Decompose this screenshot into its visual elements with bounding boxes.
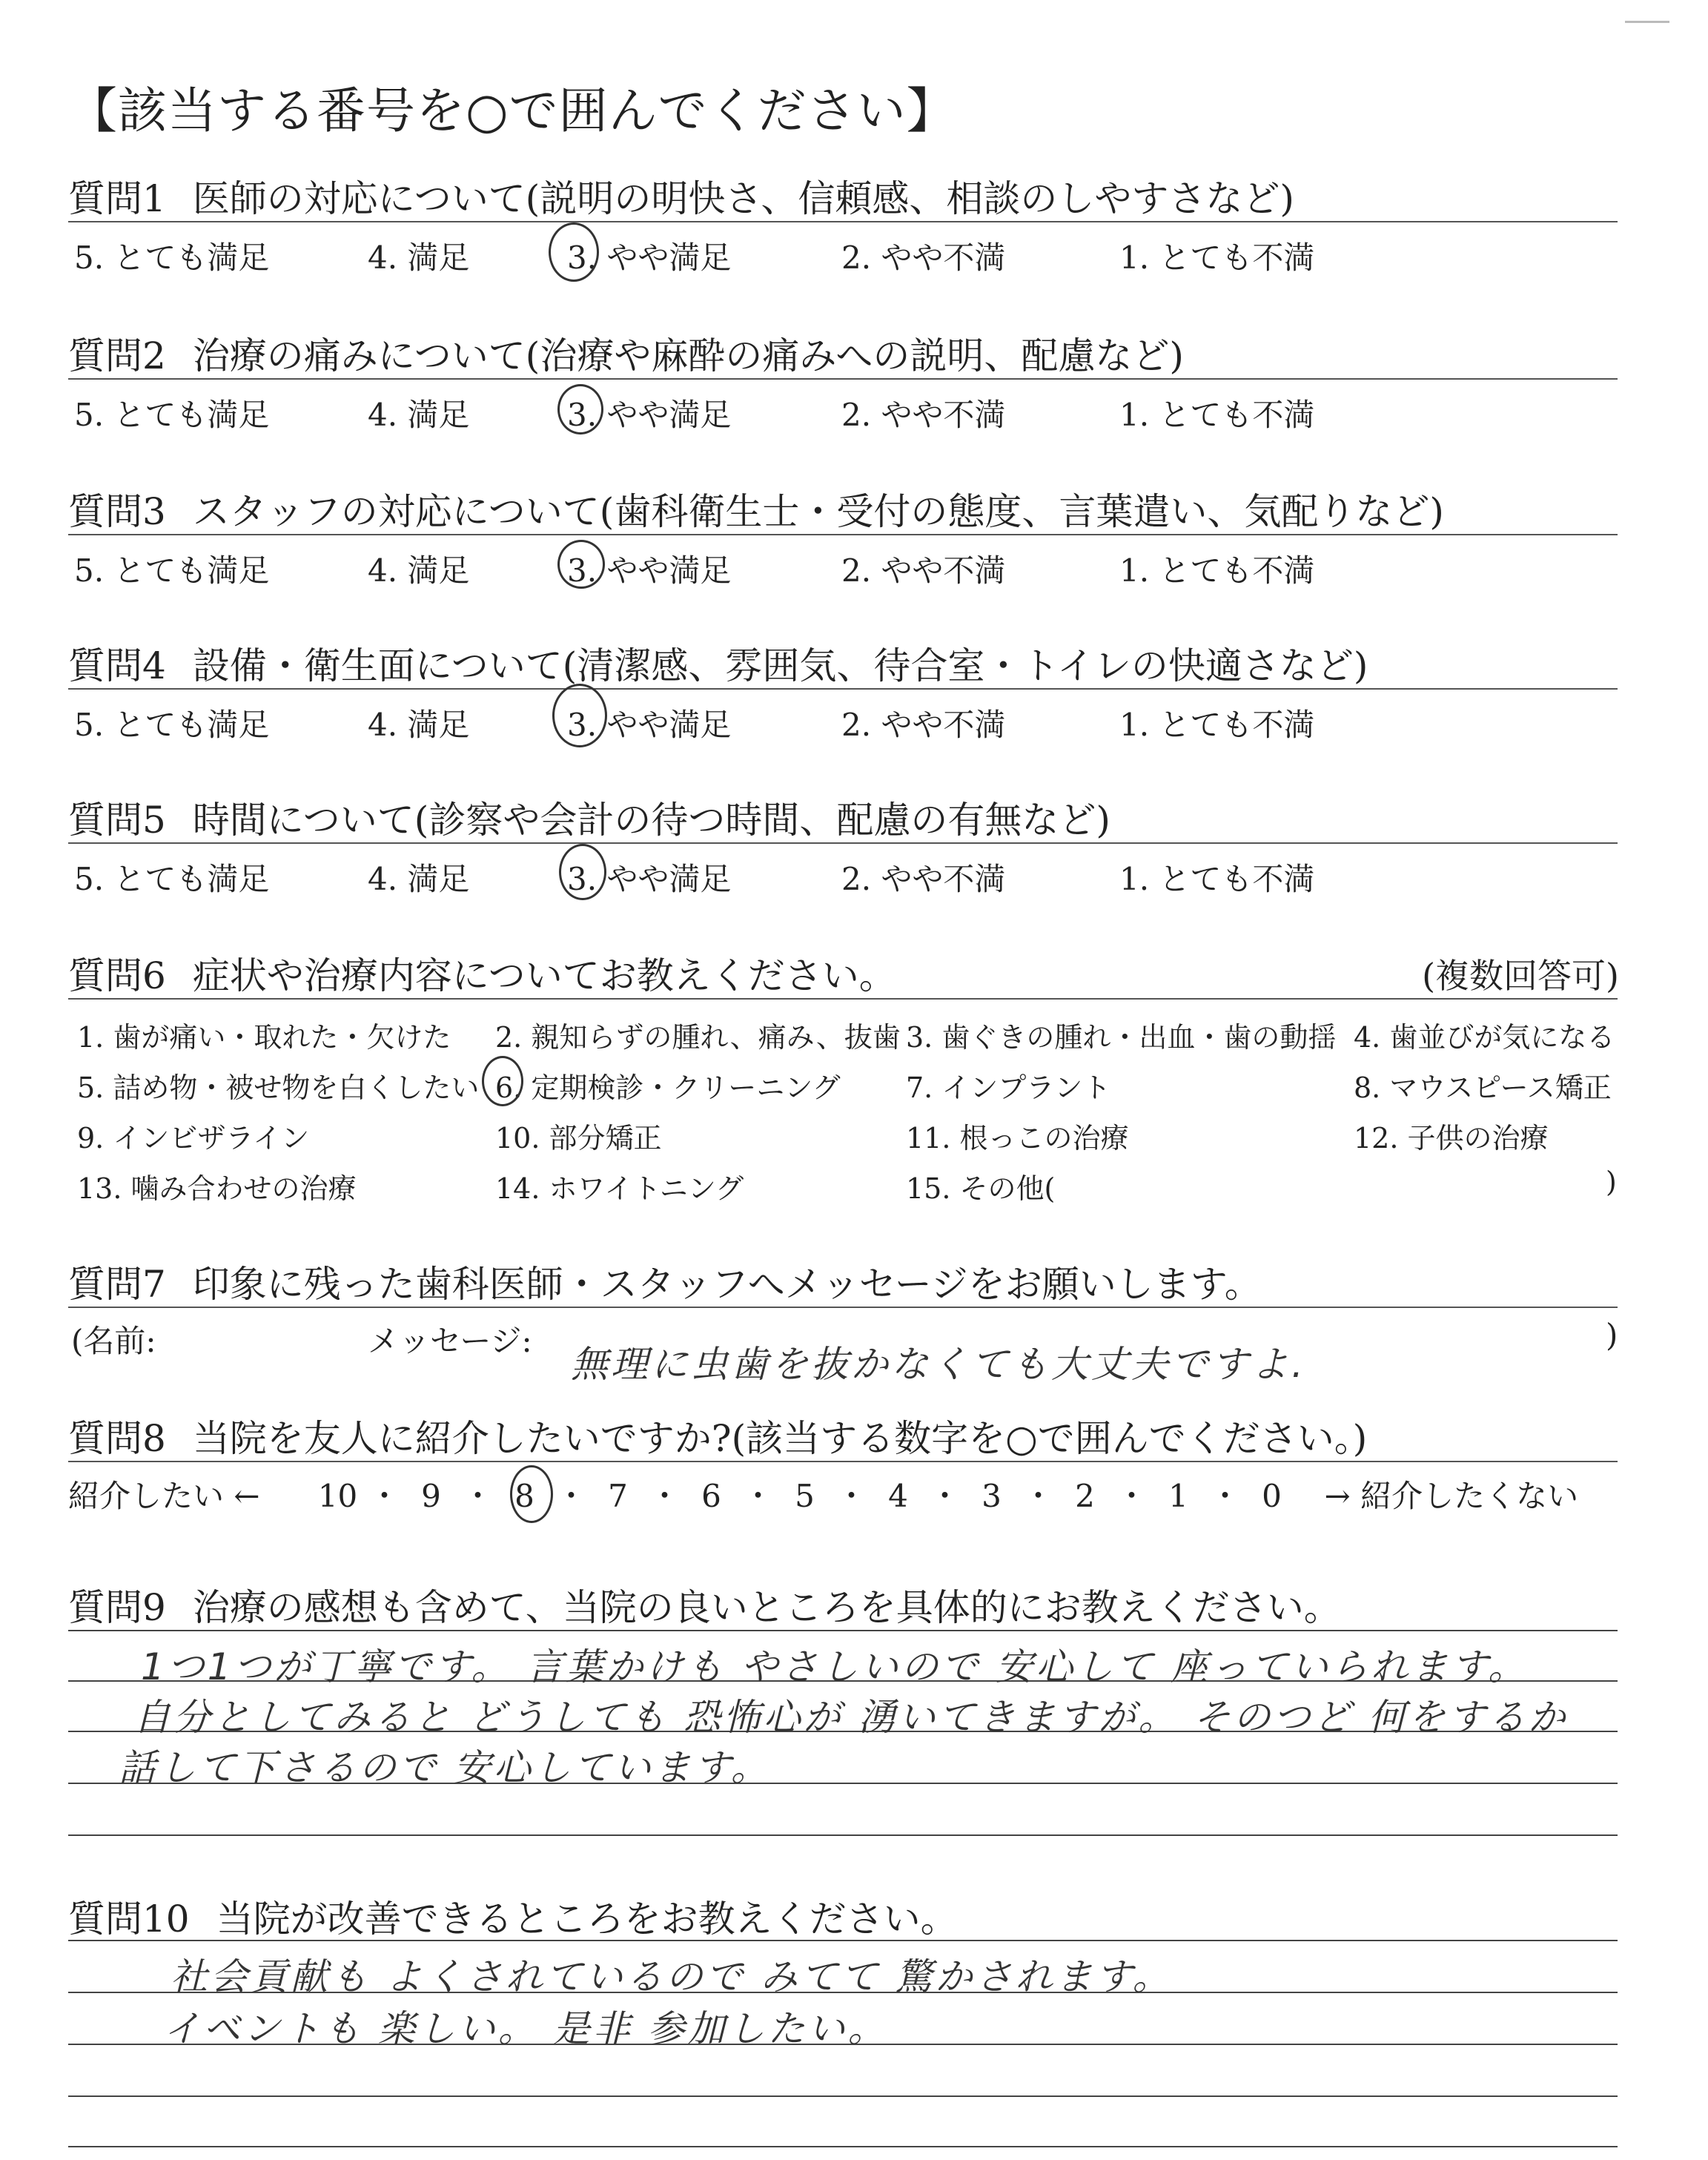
scale-7[interactable]: 7 bbox=[608, 1478, 628, 1514]
q10-answer-line-2[interactable]: イベントも 楽しい。 是非 参加したい。 bbox=[163, 2007, 888, 2050]
recommend-right-label: → 紹介したくない bbox=[1324, 1478, 1579, 1514]
q4-option-4[interactable]: 4. 満足 bbox=[368, 707, 470, 743]
q4-option-5[interactable]: 5. とても満足 bbox=[74, 707, 270, 743]
q6-item-7[interactable]: 7. インプラント bbox=[906, 1071, 1111, 1104]
q5-option-4[interactable]: 4. 満足 bbox=[368, 861, 470, 897]
q2-option-2[interactable]: 2. やや不満 bbox=[841, 397, 1006, 433]
q6-item-8[interactable]: 8. マウスピース矯正 bbox=[1354, 1071, 1612, 1104]
q1-selection-circle bbox=[549, 222, 599, 282]
q6-item-15-close: ) bbox=[1606, 1166, 1617, 1198]
q2-selection-circle bbox=[557, 384, 603, 435]
scale-5[interactable]: 5 bbox=[795, 1478, 815, 1514]
q3-option-5[interactable]: 5. とても満足 bbox=[74, 552, 270, 589]
q5-option-2[interactable]: 2. やや不満 bbox=[841, 861, 1006, 897]
q5-option-3[interactable]: 3. やや満足 bbox=[567, 861, 732, 897]
q1-option-3[interactable]: 3. やや満足 bbox=[567, 240, 732, 276]
scale-9[interactable]: 9 bbox=[421, 1478, 441, 1514]
q10-line-rule-5 bbox=[68, 2146, 1618, 2147]
question-6-title: 質問6 症状や治療内容についてお教えください。 bbox=[68, 954, 896, 997]
q6-item-15[interactable]: 15. その他( bbox=[906, 1172, 1056, 1205]
q4-option-1[interactable]: 1. とても不満 bbox=[1119, 707, 1315, 743]
q4-option-3[interactable]: 3. やや満足 bbox=[567, 707, 732, 743]
question-9-title: 質問9 治療の感想も含めて、当院の良いところを具体的にお教えください。 bbox=[68, 1586, 1341, 1629]
question-2-title: 質問2 治療の痛みについて(治療や麻酔の痛みへの説明、配慮など) bbox=[68, 334, 1184, 377]
q6-item-3[interactable]: 3. 歯ぐきの腫れ・出血・歯の動揺 bbox=[906, 1021, 1337, 1054]
question-8-title: 質問8 当院を友人に紹介したいですか?(該当する数字を○で囲んでください。) bbox=[68, 1417, 1368, 1460]
question-4-rule bbox=[68, 688, 1618, 690]
q9-line-rule-5 bbox=[68, 1834, 1618, 1836]
recommend-scale: 紹介したい ← 10 ・ 9 ・ 8 ・ 7 ・ 6 ・ 5 ・ 4 ・ 3 ・ 2 ・ 1 ・ 0 → 紹介したくない bbox=[68, 1472, 1578, 1516]
scale-10[interactable]: 10 bbox=[317, 1478, 358, 1514]
q2-option-5[interactable]: 5. とても満足 bbox=[74, 397, 270, 433]
scale-2[interactable]: 2 bbox=[1075, 1478, 1095, 1514]
recommend-left-label: 紹介したい ← bbox=[68, 1478, 260, 1514]
message-label: メッセージ: bbox=[368, 1323, 532, 1359]
instruction-header: 【該当する番号を○で囲んでください】 bbox=[68, 82, 956, 139]
q9-answer-line-2[interactable]: 自分としてみると どうしても 恐怖心が 湧いてきますが。 そのつど 何をするか bbox=[133, 1696, 1569, 1739]
q4-selection-circle bbox=[552, 684, 607, 747]
q6-item-10[interactable]: 10. 部分矯正 bbox=[495, 1122, 662, 1155]
question-7-rule bbox=[68, 1307, 1618, 1308]
q10-answer-line-1[interactable]: 社会貢献も よくされているので みてて 驚かされます。 bbox=[171, 1955, 1173, 1998]
q10-line-rule-1 bbox=[68, 1940, 1618, 1941]
scale-1[interactable]: 1 bbox=[1168, 1478, 1188, 1514]
multiple-answers-note: (複数回答可) bbox=[1422, 956, 1619, 996]
scale-0[interactable]: 0 bbox=[1262, 1478, 1282, 1514]
question-10-title: 質問10 当院が改善できるところをお教えください。 bbox=[68, 1898, 958, 1941]
q9-line-rule-1 bbox=[68, 1630, 1618, 1631]
q9-answer-line-1[interactable]: 1つ1つが丁寧です。 言葉かけも やさしいので 安心して 座っていられます。 bbox=[141, 1645, 1529, 1688]
q6-item-1[interactable]: 1. 歯が痛い・取れた・欠けた bbox=[77, 1021, 451, 1054]
message-close: ) bbox=[1606, 1317, 1618, 1353]
q10-line-rule-4 bbox=[68, 2095, 1618, 2097]
name-label: (名前: bbox=[71, 1323, 156, 1359]
scale-3[interactable]: 3 bbox=[982, 1478, 1002, 1514]
q6-item-9[interactable]: 9. インビザライン bbox=[77, 1122, 310, 1155]
q1-option-5[interactable]: 5. とても満足 bbox=[74, 240, 270, 276]
scale-4[interactable]: 4 bbox=[888, 1478, 908, 1514]
q6-item-13[interactable]: 13. 噛み合わせの治療 bbox=[77, 1172, 357, 1205]
question-7-title: 質問7 印象に残った歯科医師・スタッフへメッセージをお願いします。 bbox=[68, 1263, 1262, 1306]
scale-8[interactable]: 8 bbox=[514, 1478, 534, 1514]
q6-item-4[interactable]: 4. 歯並びが気になる bbox=[1354, 1021, 1615, 1054]
q3-option-3[interactable]: 3. やや満足 bbox=[567, 552, 732, 589]
q4-option-2[interactable]: 2. やや不満 bbox=[841, 707, 1006, 743]
q5-option-1[interactable]: 1. とても不満 bbox=[1119, 861, 1315, 897]
q8-selection-circle bbox=[510, 1465, 553, 1523]
question-1-rule bbox=[68, 221, 1618, 222]
q2-option-4[interactable]: 4. 満足 bbox=[368, 397, 470, 433]
question-5-rule bbox=[68, 842, 1618, 844]
question-1-title: 質問1 医師の対応について(説明の明快さ、信頼感、相談のしやすさなど) bbox=[68, 177, 1294, 220]
q6-item-5[interactable]: 5. 詰め物・被せ物を白くしたい bbox=[77, 1071, 480, 1104]
handwritten-message[interactable]: 無理に虫歯を抜かなくても大丈夫ですよ. bbox=[571, 1343, 1306, 1386]
q6-item-11[interactable]: 11. 根っこの治療 bbox=[906, 1122, 1129, 1155]
question-8-rule bbox=[68, 1461, 1618, 1462]
q1-option-1[interactable]: 1. とても不満 bbox=[1119, 240, 1315, 276]
question-2-rule bbox=[68, 378, 1618, 380]
q6-item-12[interactable]: 12. 子供の治療 bbox=[1354, 1122, 1549, 1155]
question-3-title: 質問3 スタッフの対応について(歯科衛生士・受付の態度、言葉遣い、気配りなど) bbox=[68, 490, 1444, 533]
q6-item-2[interactable]: 2. 親知らずの腫れ、痛み、抜歯 bbox=[495, 1021, 901, 1054]
question-6-rule bbox=[68, 998, 1618, 1000]
q6-selection-circle bbox=[482, 1056, 523, 1106]
q1-option-4[interactable]: 4. 満足 bbox=[368, 240, 470, 276]
scan-edge-mark bbox=[1625, 21, 1669, 23]
scale-6[interactable]: 6 bbox=[701, 1478, 721, 1514]
q2-option-1[interactable]: 1. とても不満 bbox=[1119, 397, 1315, 433]
q2-option-3[interactable]: 3. やや満足 bbox=[567, 397, 732, 433]
question-5-title: 質問5 時間について(診察や会計の待つ時間、配慮の有無など) bbox=[68, 799, 1110, 842]
q6-item-14[interactable]: 14. ホワイトニング bbox=[495, 1172, 744, 1205]
q6-item-6[interactable]: 6. 定期検診・クリーニング bbox=[495, 1071, 841, 1104]
q3-selection-circle bbox=[557, 540, 605, 589]
q1-option-2[interactable]: 2. やや不満 bbox=[841, 240, 1006, 276]
q9-answer-line-3[interactable]: 話して下さるので 安心しています。 bbox=[119, 1746, 771, 1789]
q3-option-4[interactable]: 4. 満足 bbox=[368, 552, 470, 589]
question-4-title: 質問4 設備・衛生面について(清潔感、雰囲気、待合室・トイレの快適さなど) bbox=[68, 644, 1368, 687]
question-3-rule bbox=[68, 534, 1618, 535]
q5-selection-circle bbox=[559, 844, 606, 900]
q5-option-5[interactable]: 5. とても満足 bbox=[74, 861, 270, 897]
q3-option-1[interactable]: 1. とても不満 bbox=[1119, 552, 1315, 589]
q3-option-2[interactable]: 2. やや不満 bbox=[841, 552, 1006, 589]
